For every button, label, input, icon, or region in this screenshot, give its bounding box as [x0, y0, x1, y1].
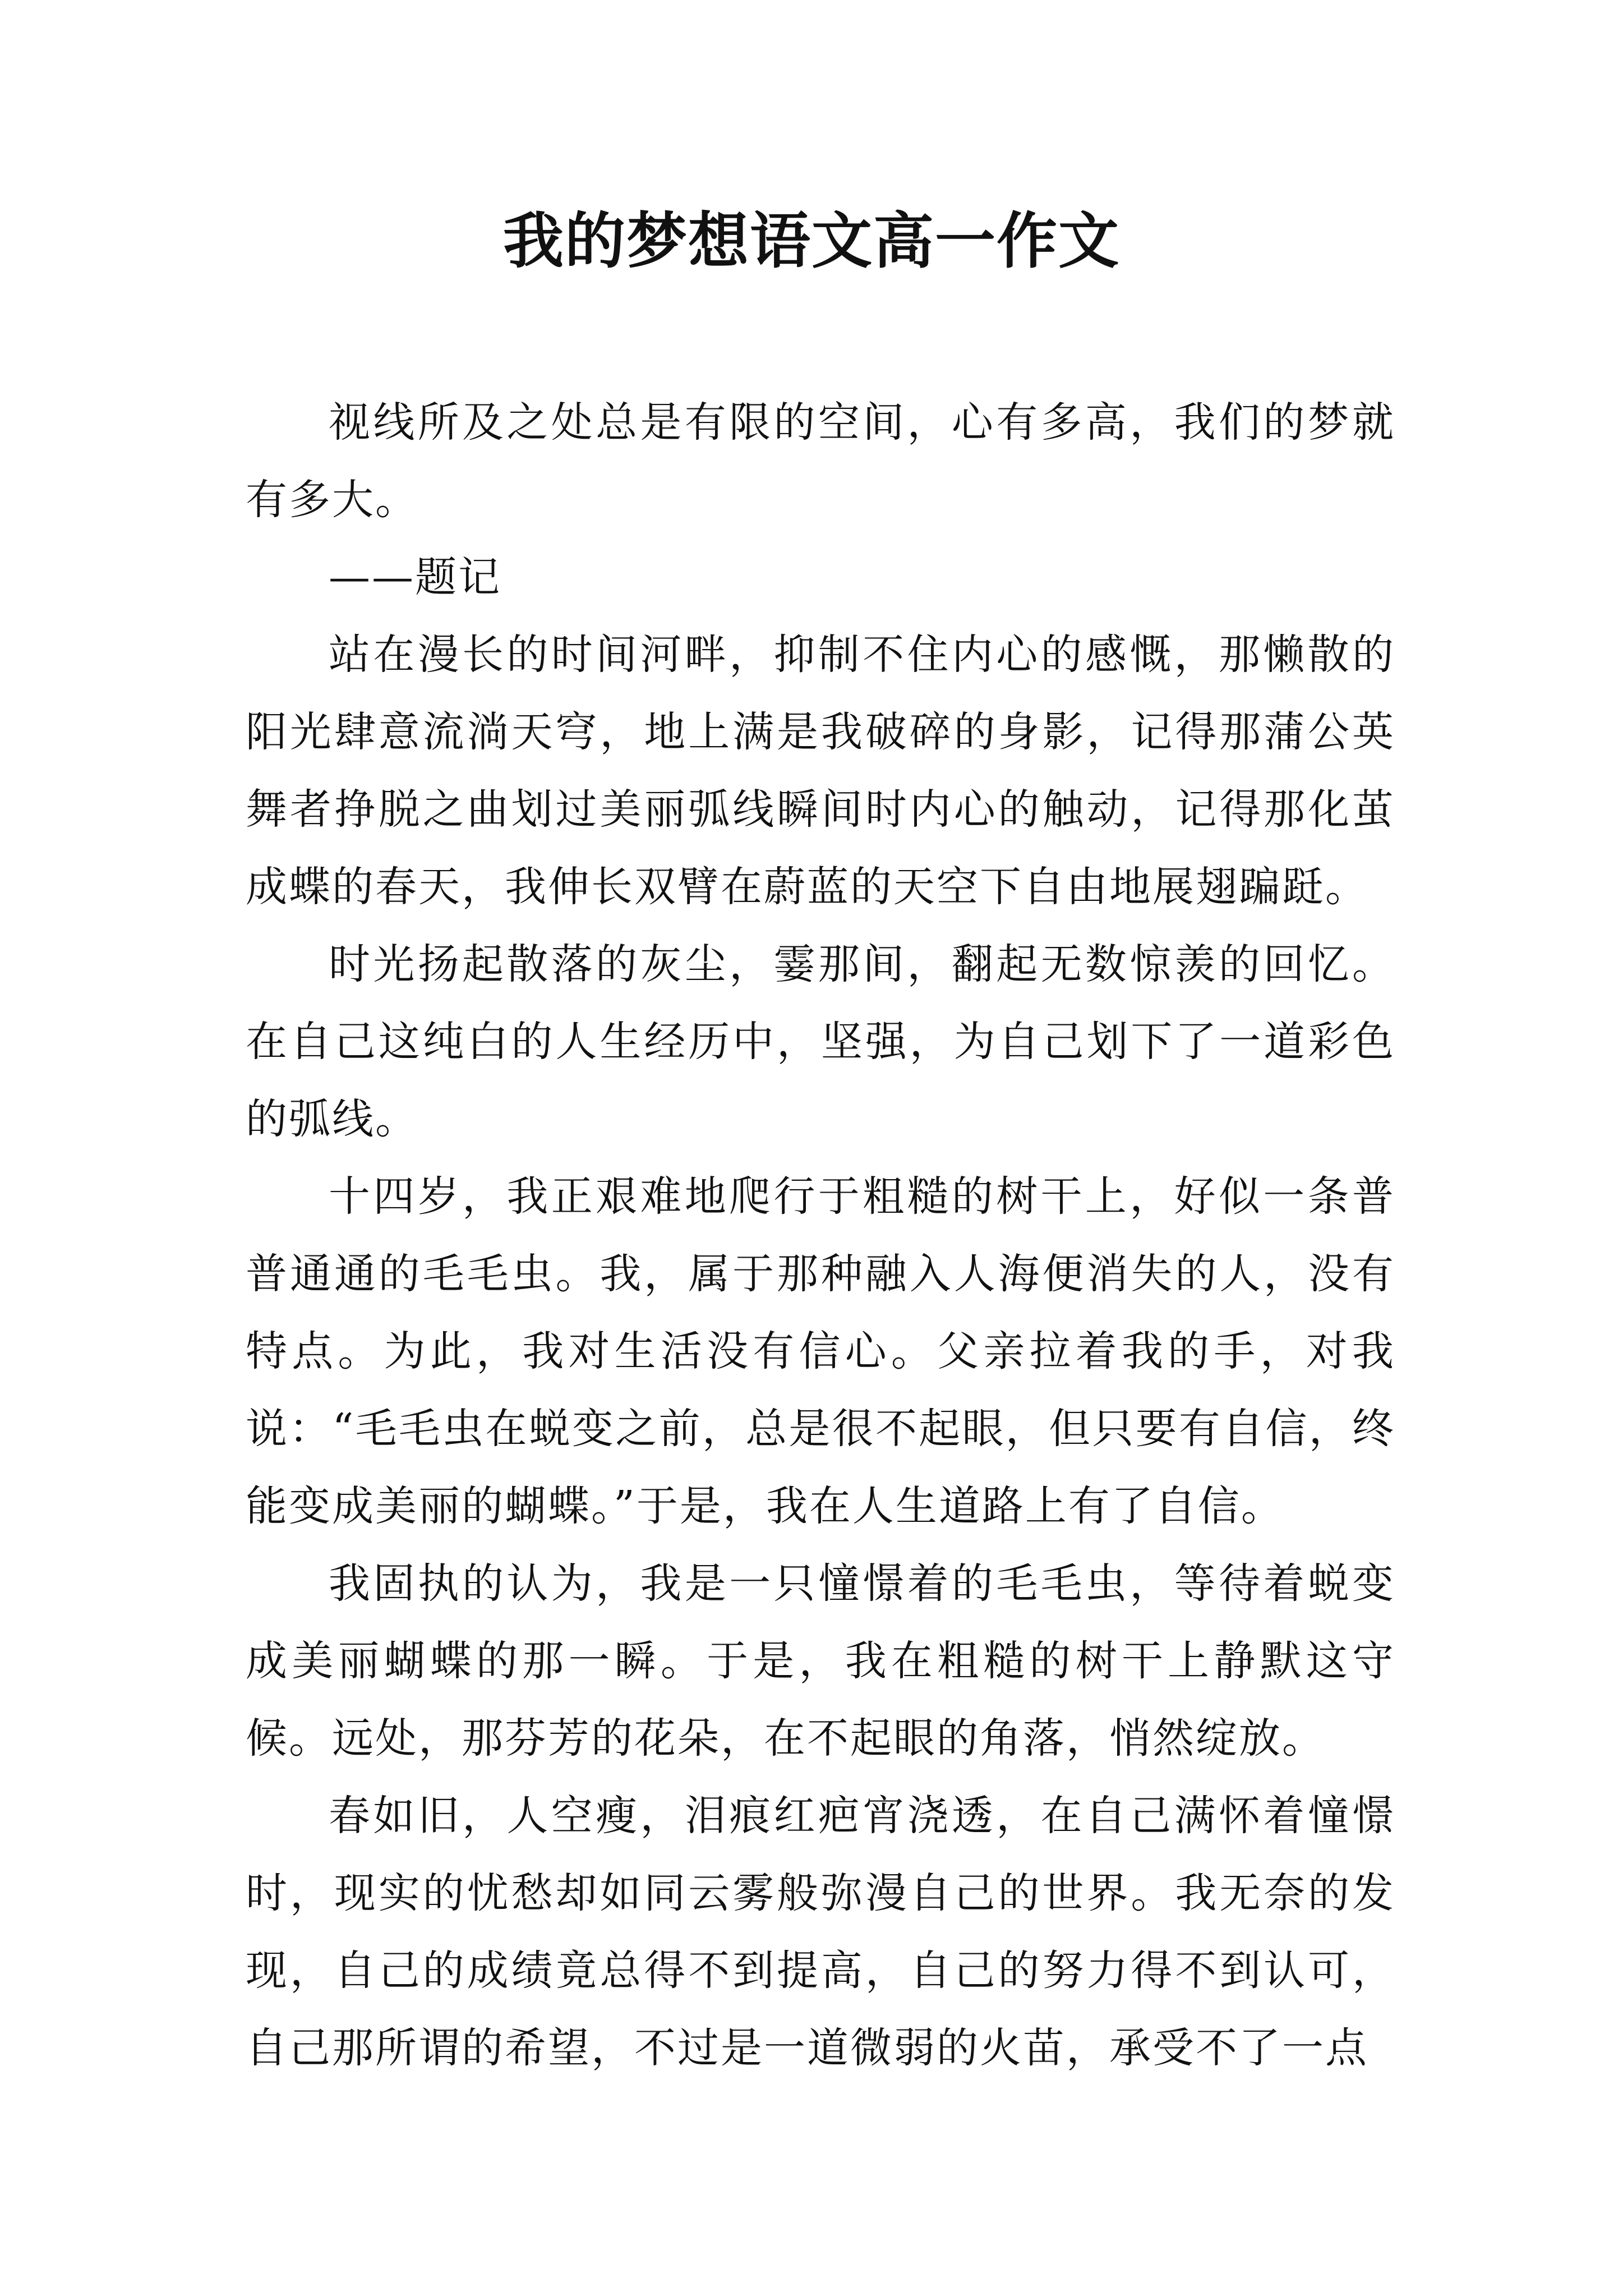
document-body: [246, 384, 1395, 2087]
epigraph-attribution: ——题记: [329, 553, 501, 601]
body-paragraph: 站在漫长的时间河畔，抑制不住内心的感慨，那懒散的阳光肆意流淌天穹，地上满是我破碎的身影，记得那蒲公英舞者挣脱之曲划过美丽弧线瞬间时内心的触动，记得那化茧成蝶的春天，我伸长双臂在蔚蓝的天空下自由地展翅蹁跹。: [246, 631, 1395, 911]
body-paragraph: 我固执的认为，我是一只憧憬着的毛毛虫，等待着蜕变成美丽蝴蝶的那一瞬。于是，我在粗糙的树干上静默这守候。远处，那芬芳的花朵，在不起眼的角落，悄然绽放。: [246, 1559, 1395, 1763]
document-title: 我的梦想语文高一作文: [502, 206, 1120, 277]
body-paragraph: 春如旧，人空瘦，泪痕红疤宵浇透，在自己满怀着憧憬时，现实的忧愁却如同云雾般弥漫自己的世界。我无奈的发现，自己的成绩竟总得不到提高，自己的努力得不到认可，自己那所谓的希望，不过是一道微弱的火苗，承受不了一点: [246, 1792, 1395, 2072]
body-paragraph: 时光扬起散落的灰尘，霎那间，翻起无数惊羡的回忆。在自己这纯白的人生经历中，坚强，为自己划下了一道彩色的弧线。: [246, 940, 1395, 1143]
epigraph-paragraph: 视线所及之处总是有限的空间，心有多高，我们的梦就有多大。: [246, 398, 1395, 524]
body-paragraph: 十四岁，我正艰难地爬行于粗糙的树干上，好似一条普普通通的毛毛虫。我，属于那种融入人海便消失的人，没有特点。为此，我对生活没有信心。父亲拉着我的手，对我说：“毛毛虫在蜕变之前，总是很不起眼，但只要有自信，终能变成美丽的蝴蝶。”于是，我在人生道路上有了自信。: [246, 1172, 1395, 1530]
